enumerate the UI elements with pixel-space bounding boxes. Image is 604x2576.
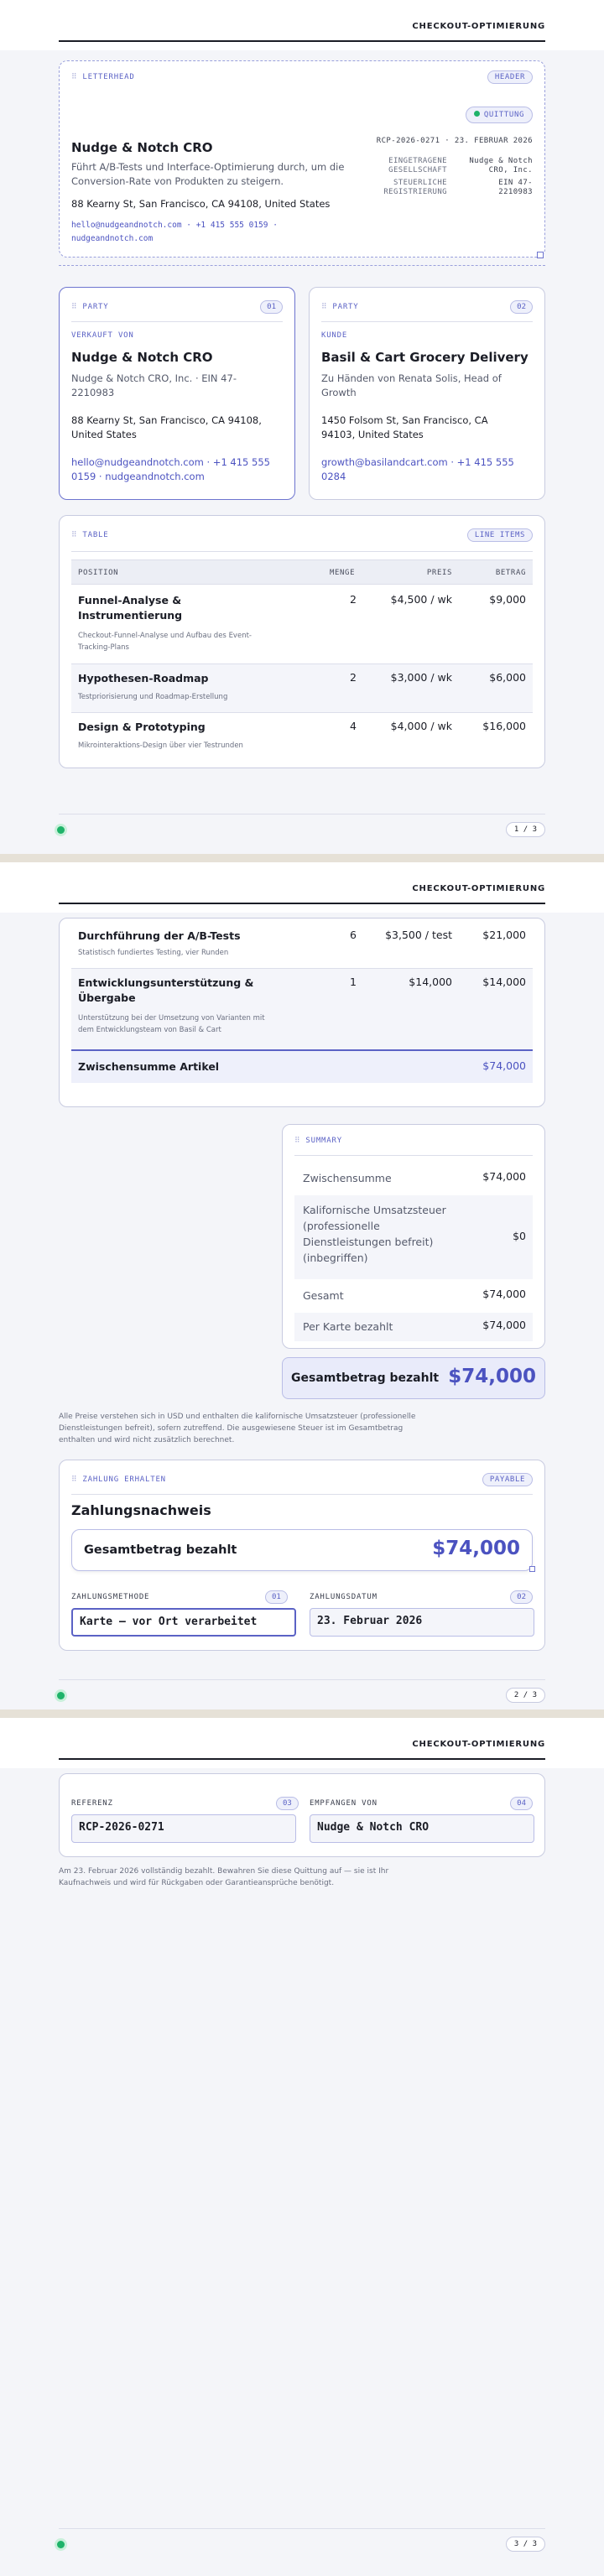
item-desc: Unterstützung bei der Umsetzung von Varianten mit dem Entwicklungsteam von Basil & Cart [78,1014,265,1034]
party-sub: Zu Händen von Renata Solis, Head of Growth [321,372,502,398]
item-title: Hypothesen-Roadmap [78,672,209,684]
party-sub: Nudge & Notch CRO, Inc. · EIN 47-2210983 [71,372,237,398]
header-pill: HEADER [487,70,533,84]
received-from-field[interactable]: Nudge & Notch CRO [310,1814,534,1843]
kv-legal-entity-label: EINGETRAGENE GESELLSCHAFT [388,157,447,174]
company-name: Nudge & Notch CRO [71,140,213,155]
item-amount: $21,000 [482,929,526,941]
table-row[interactable] [71,969,533,1049]
item-amount: $16,000 [482,720,526,732]
summary-row-label: Gesamt [303,1289,344,1302]
item-price: $4,500 / wk [390,593,452,606]
summary-row-value: $74,000 [482,1288,526,1300]
party-contact[interactable]: hello@nudgeandnotch.com · +1 415 555 0159 · nudgeandnotch.com [71,456,270,482]
status-dot-icon [474,111,480,117]
item-desc: Statistisch fundiertes Testing, vier Runden [78,949,229,957]
field-label: REFERENZ [71,1799,113,1808]
table-row[interactable] [71,713,533,760]
page-number: 1 / 3 [506,822,545,837]
item-qty: 4 [350,720,357,732]
status-dot-icon [57,1692,65,1699]
item-title: Durchführung der A/B-Tests [78,929,241,942]
field-number: 01 [265,1590,288,1604]
summary-row-value: $74,000 [482,1170,526,1183]
running-header [0,1718,604,1768]
divider [71,321,283,322]
grand-total-box [282,1357,545,1399]
payment-date-field[interactable]: 23. Februar 2026 [310,1608,534,1637]
item-amount: $14,000 [482,976,526,988]
payment-section-label: ⠿ ZAHLUNG ERHALTEN [71,1475,166,1484]
th-position: POSITION [78,569,119,577]
table-header-row [71,559,533,585]
summary-row [294,1195,533,1279]
divider [71,551,533,552]
item-title: Entwicklungsunterstützung & Übergabe [78,976,254,1004]
company-address: 88 Kearny St, San Francisco, CA 94108, United States [71,198,331,210]
item-price: $3,000 / wk [390,671,452,684]
line-items-card[interactable] [59,515,545,768]
table-row[interactable] [71,585,533,664]
line-items-pill: LINE ITEMS [467,528,533,542]
field-label: ZAHLUNGSDATUM [310,1593,378,1601]
item-qty: 1 [350,976,357,988]
party-contact[interactable]: growth@basilandcart.com · +1 415 555 0284 [321,456,514,482]
payment-total-box [71,1529,533,1571]
letterhead-card[interactable] [59,60,545,258]
grand-total-value: $74,000 [448,1366,536,1387]
table-section-label: ⠿ TABLE [71,531,109,539]
receipt-meta-line: RCP-2026-0271 · 23. FEBRUAR 2026 [376,137,533,145]
items-subtotal-value: $74,000 [482,1059,526,1072]
tax-note: Alle Preise verstehen sich in USD und enthalten die kalifornische Umsatzsteuer (professionelle Dienstleistungen befreit), sofern zutreffend. Die ausgewiesene Steuer ist im Gesamtbetrag enthalten und wird nicht zusätzlich berechnet. [59,1413,416,1444]
grand-total-label: Gesamtbetrag bezahlt [291,1371,440,1385]
summary-row-value: $0 [513,1230,526,1242]
item-price: $4,000 / wk [390,720,452,732]
page-2 [0,854,604,1710]
page-1 [0,0,604,854]
item-desc: Checkout-Funnel-Analyse und Aufbau des Event-Tracking-Plans [78,632,252,652]
kv-legal-entity-value: Nudge & Notch CRO, Inc. [469,157,533,174]
summary-card[interactable] [282,1124,545,1349]
item-qty: 2 [350,593,357,606]
running-header [0,0,604,50]
letterhead-guide-line [59,265,545,266]
kv-tax-label: STEUERLICHE REGISTRIERUNG [383,179,447,196]
status-dot-icon [57,2541,65,2548]
running-header-title: CHECKOUT-OPTIMIERUNG [412,1740,545,1749]
page-footer [59,1679,545,1680]
summary-row-value: $74,000 [482,1319,526,1331]
party-role: KUNDE [321,331,348,340]
page-3 [0,1710,604,2559]
closing-note: Am 23. Februar 2026 vollständig bezahlt. Bewahren Sie diese Quittung auf — sie ist Ihr Kaufnachweis und wird für Rückgaben oder Garantieansprüche benötigt. [59,1867,389,1887]
field-label: EMPFANGEN VON [310,1799,378,1808]
field-label: ZAHLUNGSMETHODE [71,1593,150,1601]
divider [294,1155,533,1156]
running-header-title: CHECKOUT-OPTIMIERUNG [412,22,545,31]
summary-row [294,1313,533,1341]
item-qty: 2 [350,671,357,684]
payment-details-card[interactable] [59,1773,545,1857]
summary-row [294,1281,533,1311]
drag-handle-icon[interactable]: ⠿ [71,73,78,81]
page-footer [59,2528,545,2529]
reference-field[interactable]: RCP-2026-0271 [71,1814,296,1843]
item-amount: $6,000 [489,671,526,684]
item-price: $3,500 / test [385,929,452,941]
item-price: $14,000 [409,976,452,988]
summary-section-label: ⠿ SUMMARY [294,1137,342,1145]
drag-handle-icon[interactable]: ⠿ [294,1137,301,1145]
table-row[interactable] [71,664,533,713]
field-resize-handle[interactable] [529,1566,535,1572]
running-header [0,862,604,913]
field-number: 03 [276,1797,299,1810]
page-number: 2 / 3 [506,1688,545,1703]
th-amount: BETRAG [495,569,526,577]
field-number: 02 [510,1590,533,1604]
divider [71,1494,533,1495]
party-card-seller[interactable] [59,287,295,500]
party-name: Basil & Cart Grocery Delivery [321,350,528,365]
summary-row [294,1163,533,1194]
payable-pill: PAYABLE [482,1473,533,1486]
items-subtotal-label: Zwischensumme Artikel [78,1060,220,1073]
kv-tax-value: EIN 47-2210983 [498,179,533,196]
line-items-card-continued[interactable] [59,918,545,1107]
drag-handle-icon[interactable]: ⠿ [71,1475,78,1484]
item-title: Funnel-Analyse & Instrumentierung [78,594,183,622]
party-card-customer[interactable] [309,287,545,500]
running-header-title: CHECKOUT-OPTIMIERUNG [412,884,545,893]
party-section-label: ⠿ PARTY [321,303,359,311]
th-price: PREIS [426,569,452,577]
status-dot-icon [57,826,65,834]
status-badge: QUITTUNG [466,107,533,123]
party-number: 01 [260,300,283,314]
payment-method-field[interactable]: Karte — vor Ort verarbeitet [71,1608,296,1637]
drag-handle-icon[interactable]: ⠿ [71,303,78,311]
summary-row-label: Zwischensumme [303,1172,392,1184]
divider [321,321,533,322]
drag-handle-icon[interactable]: ⠿ [321,303,328,311]
party-address: 1450 Folsom St, San Francisco, CA 94103, United States [321,414,488,440]
field-number: 04 [510,1797,533,1810]
payment-card[interactable] [59,1460,545,1651]
payment-title: Zahlungsnachweis [71,1502,211,1518]
item-desc: Mikrointeraktions-Design über vier Testrunden [78,742,243,750]
summary-row-label: Kalifornische Umsatzsteuer (professionelle Dienstleistungen befreit) (inbegriffen) [303,1204,446,1264]
items-subtotal-row [71,1049,533,1083]
table-row[interactable] [71,924,533,969]
letterhead-section-label: ⠿ LETTERHEAD [71,73,135,81]
item-amount: $9,000 [489,593,526,606]
item-title: Design & Prototyping [78,721,206,733]
item-qty: 6 [350,929,357,941]
party-section-label: ⠿ PARTY [71,303,109,311]
page-number: 3 / 3 [506,2537,545,2552]
item-desc: Testpriorisierung und Roadmap-Erstellung [78,693,228,701]
th-qty: MENGE [330,569,356,577]
company-tagline: Führt A/B-Tests und Interface-Optimierung durch, um die Conversion-Rate von Produkten zu steigern. [71,161,345,187]
party-address: 88 Kearny St, San Francisco, CA 94108, United States [71,414,262,440]
summary-row-label: Per Karte bezahlt [303,1320,393,1333]
payment-total-value: $74,000 [432,1538,520,1559]
party-name: Nudge & Notch CRO [71,350,213,365]
drag-handle-icon[interactable]: ⠿ [71,531,78,539]
payment-total-label: Gesamtbetrag bezahlt [84,1543,237,1557]
party-role: VERKAUFT VON [71,331,134,340]
party-number: 02 [510,300,533,314]
company-contact[interactable]: hello@nudgeandnotch.com · +1 415 555 0159 · nudgeandnotch.com [71,221,278,243]
letterhead-resize-handle[interactable] [537,252,544,258]
